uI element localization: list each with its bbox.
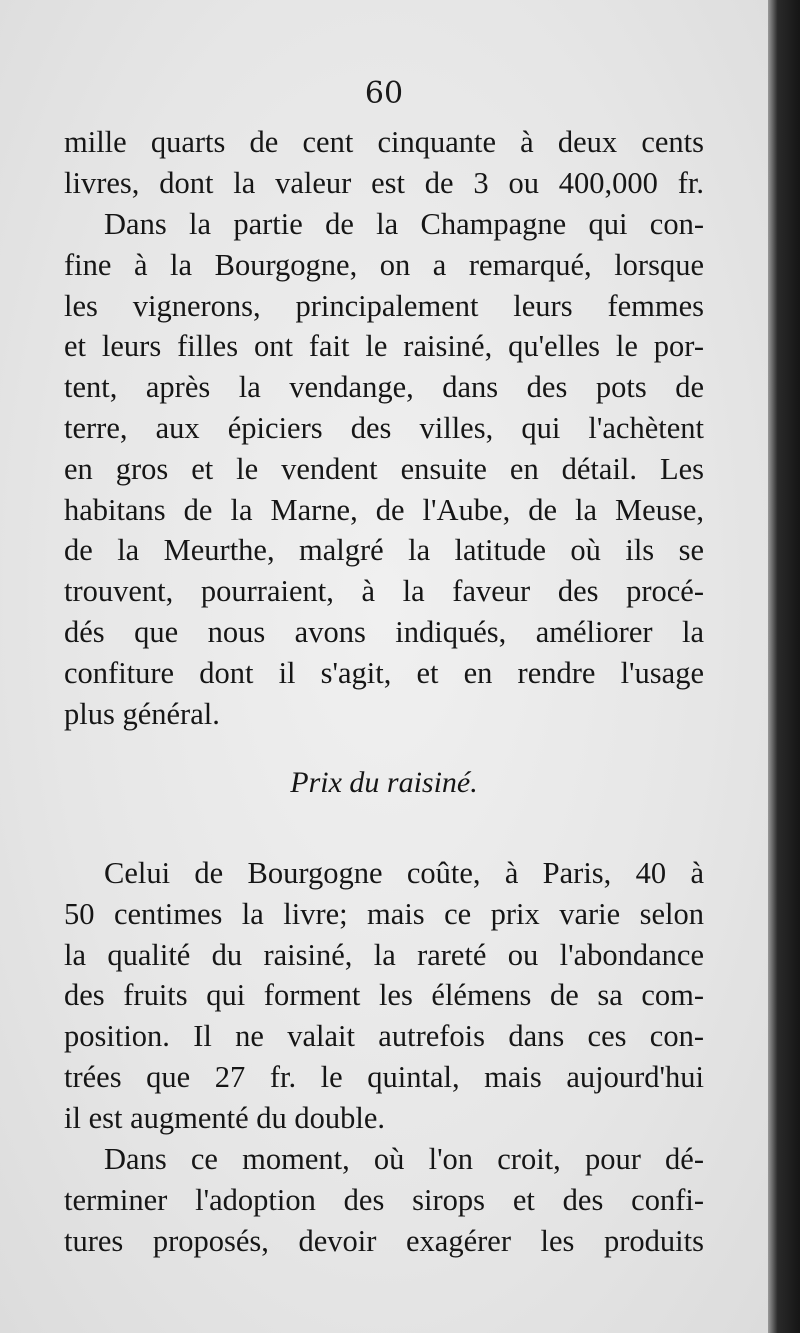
paragraph-4 — [64, 1139, 704, 1261]
paragraph-1 — [64, 122, 704, 204]
text-line: habitans de la Marne, de l'Aube, de la Meuse, — [64, 492, 704, 527]
text-line: trées que 27 fr. le quintal, mais aujourd'hui — [64, 1059, 704, 1094]
text-line: fine à la Bourgogne, on a remarqué, lorsque — [64, 247, 704, 282]
text-line: position. Il ne valait autrefois dans ces con- — [64, 1019, 704, 1054]
text-line: terminer l'adoption des sirops et des confi- — [64, 1182, 704, 1217]
text-line: tures proposés, devoir exagérer les produits — [64, 1223, 704, 1258]
paragraph-2 — [64, 204, 704, 734]
text-line: en gros et le vendent ensuite en détail. Les — [64, 451, 704, 486]
text-line: dés que nous avons indiqués, améliorer la — [64, 614, 704, 649]
text-line: les vignerons, principalement leurs femmes — [64, 288, 704, 323]
text-line: Celui de Bourgogne coûte, à Paris, 40 à — [104, 856, 704, 890]
text-line: 50 centimes la livre; mais ce prix varie selon — [64, 896, 704, 931]
text-line: de la Meurthe, malgré la latitude où ils se — [64, 533, 704, 568]
text-line: plus général. — [64, 696, 220, 731]
text-line: Dans la partie de la Champagne qui con- — [104, 207, 704, 241]
text-line: trouvent, pourraient, à la faveur des procé- — [64, 574, 704, 609]
text-line: des fruits qui forment les élémens de sa com- — [64, 978, 704, 1013]
text-line: confiture dont il s'agit, et en rendre l'usage — [64, 655, 704, 690]
text-line: et leurs filles ont fait le raisiné, qu'elles le por- — [64, 329, 704, 364]
text-line: il est augmenté du double. — [64, 1100, 386, 1135]
page-number: 60 — [364, 76, 404, 111]
text-line: tent, après la vendange, dans des pots de — [64, 370, 704, 405]
paragraph-3 — [64, 853, 704, 1139]
text-line: mille quarts de cent cinquante à deux cents — [64, 125, 704, 159]
section-heading: Prix du raisiné. — [290, 766, 478, 799]
text-line: terre, aux épiciers des villes, qui l'achètent — [64, 410, 704, 445]
page-edge-shadow — [768, 0, 800, 1333]
text-line: livres, dont la valeur est de 3 ou 400,000 fr. — [64, 165, 704, 200]
text-line: la qualité du raisiné, la rareté ou l'abondance — [64, 937, 704, 972]
text-line: Dans ce moment, où l'on croit, pour dé- — [104, 1142, 704, 1176]
